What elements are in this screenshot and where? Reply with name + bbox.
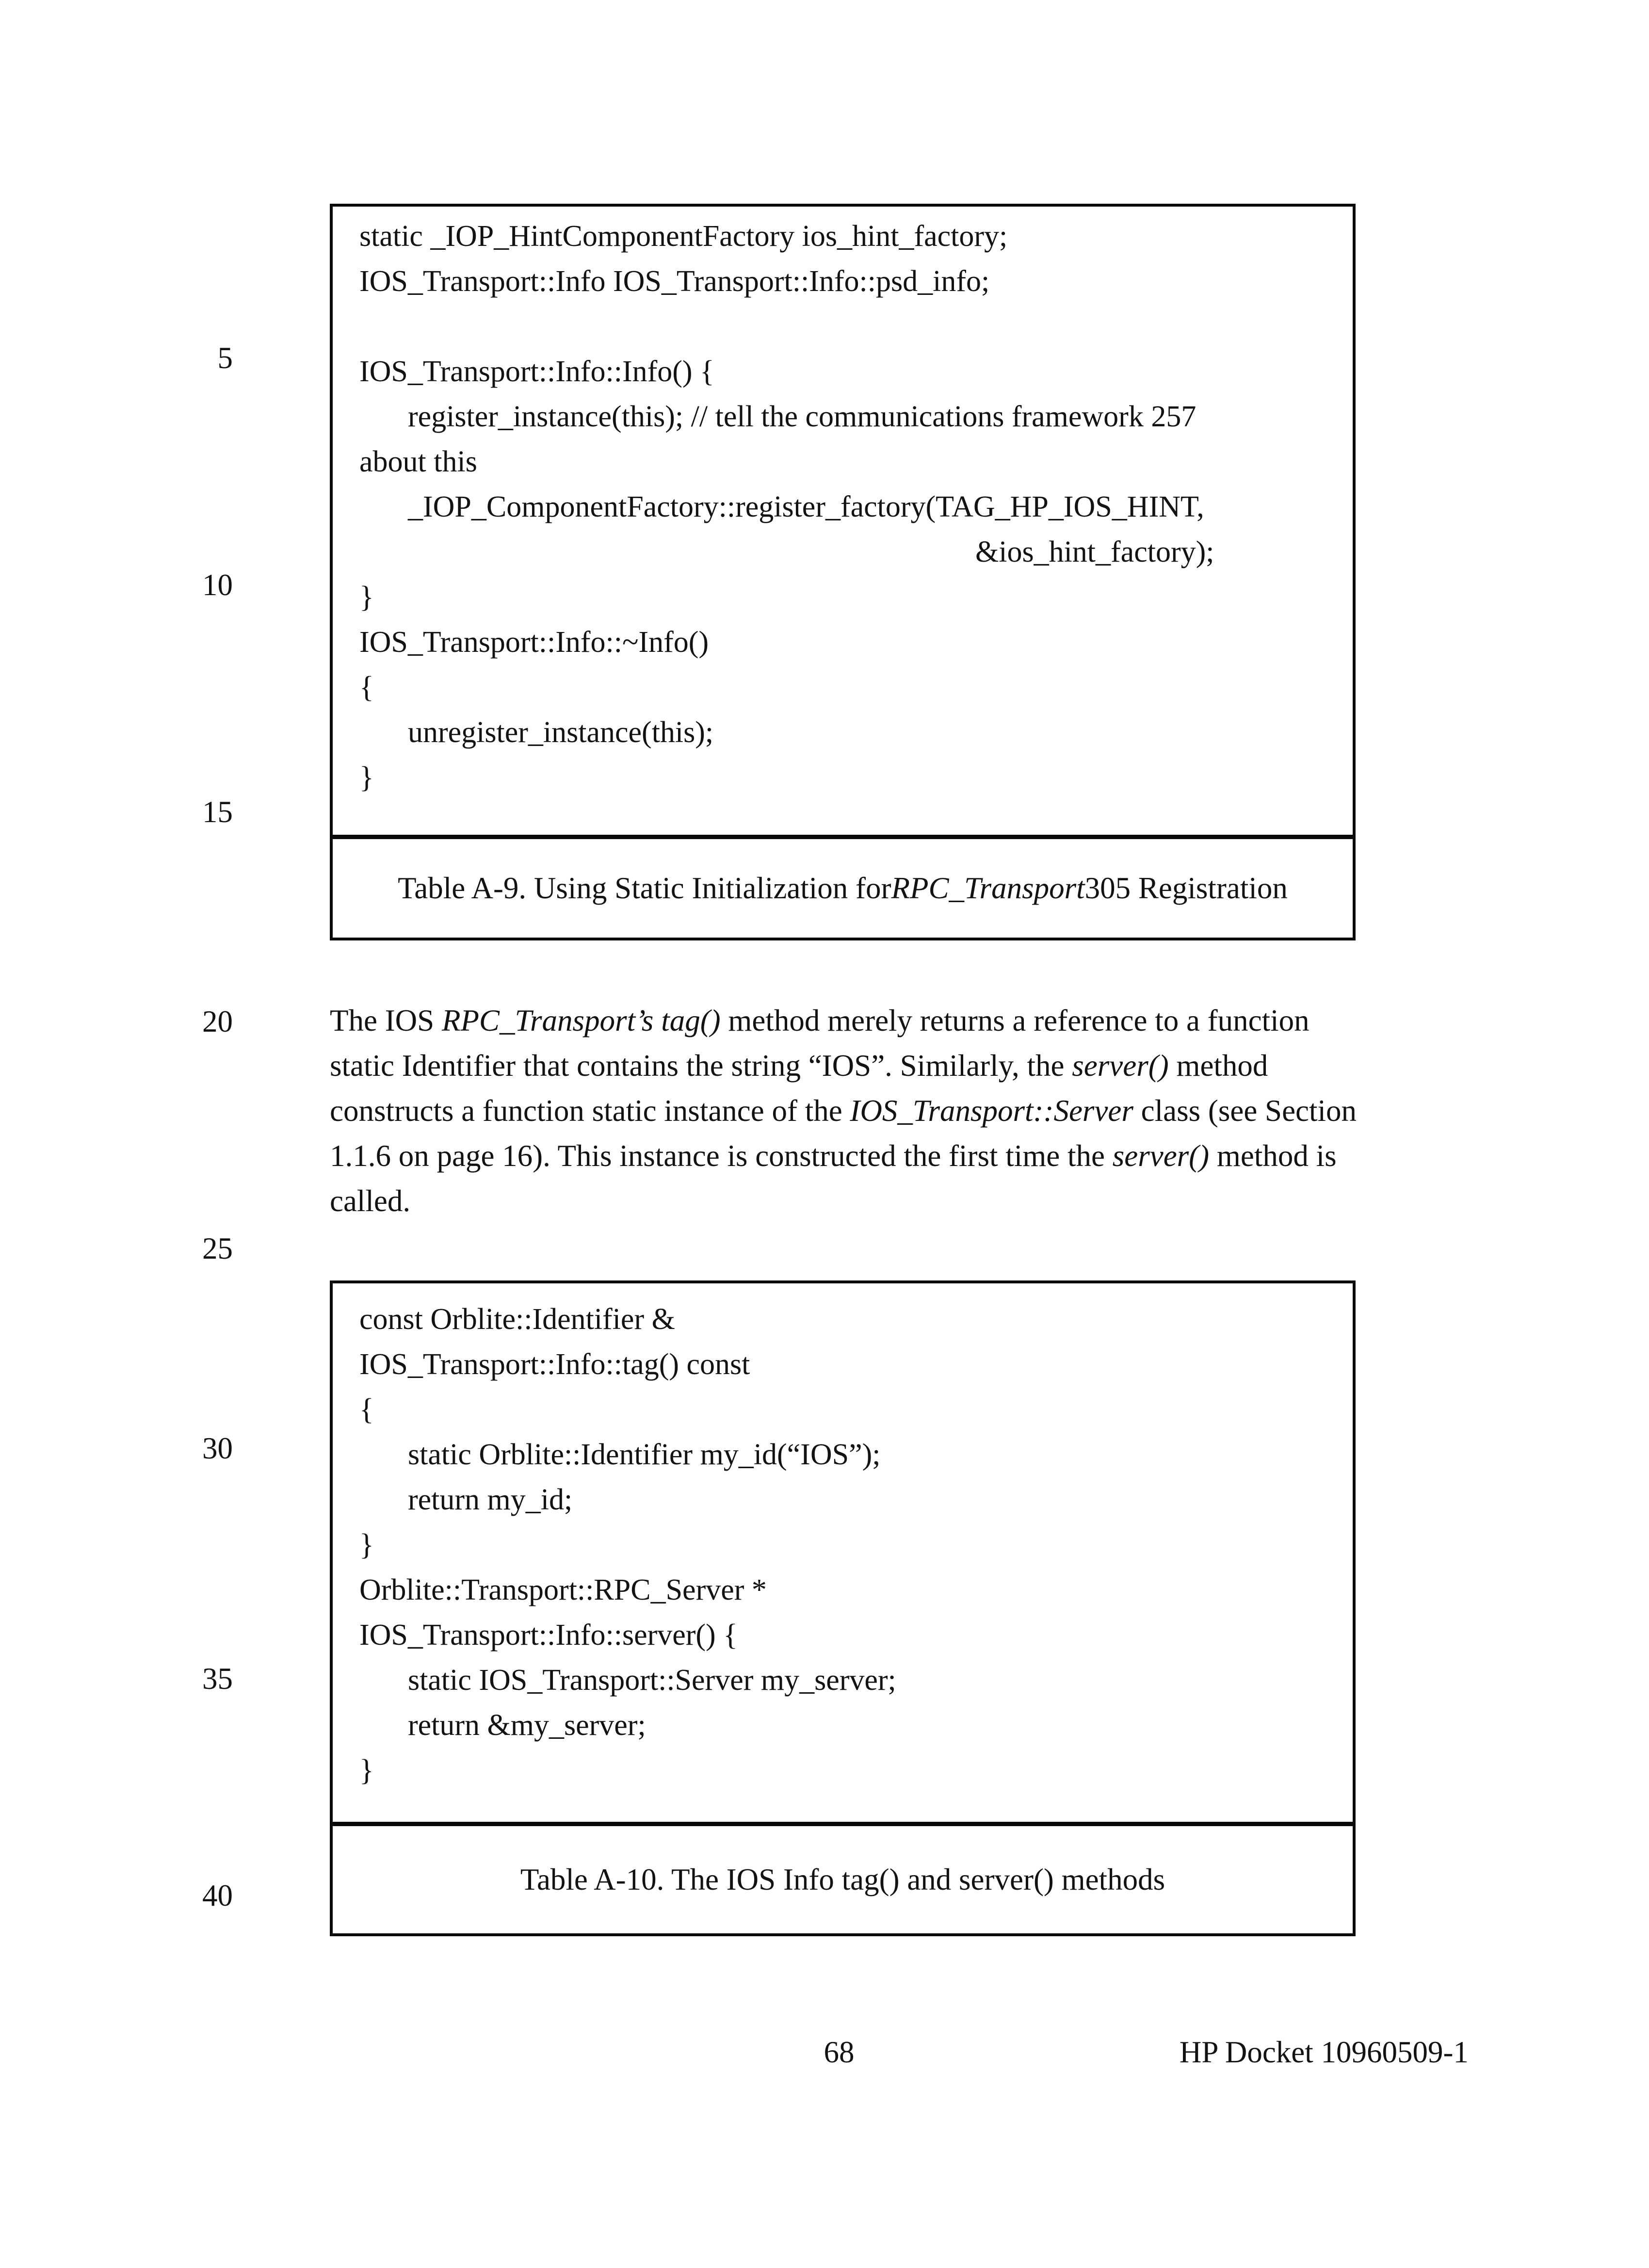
text-run: method is called. bbox=[330, 1139, 1337, 1218]
table-a10-code-listing bbox=[333, 1283, 1353, 1822]
text-run: Table A-9. Using Static Initialization for bbox=[398, 871, 891, 905]
code-line: _IOP_ComponentFactory::register_factory(TAG_HP_IOS_HINT, bbox=[408, 490, 1204, 523]
italic-text-run: RPC_Transport bbox=[891, 871, 1085, 905]
line-number-35: 35 bbox=[202, 1662, 233, 1696]
code-line: return my_id; bbox=[408, 1483, 573, 1516]
text-run: Table A-10. The IOS Info tag() and server() methods bbox=[520, 1863, 1165, 1896]
table-a9-caption bbox=[333, 835, 1353, 938]
text-run: class (see Section 1.1.6 on page 16). This instance is constructed the first time the bbox=[330, 1094, 1357, 1173]
body-paragraph bbox=[330, 998, 1365, 1224]
code-line: static IOS_Transport::Server my_server; bbox=[408, 1664, 896, 1697]
code-line: Orblite::Transport::RPC_Server * bbox=[359, 1573, 767, 1606]
line-number-30: 30 bbox=[202, 1431, 233, 1465]
text-run: method merely returns a reference to a function static Identifier that contains the string “IOS”. Similarly, the bbox=[330, 1004, 1310, 1083]
code-line: static _IOP_HintComponentFactory ios_hint_factory; bbox=[359, 220, 1008, 253]
text-run: method constructs a function static instance of the bbox=[330, 1049, 1268, 1128]
code-line: IOS_Transport::Info::server() { bbox=[359, 1619, 738, 1652]
line-number-15: 15 bbox=[202, 795, 233, 829]
code-line: register_instance(this); // tell the communications framework 257 bbox=[408, 400, 1196, 433]
line-number-25: 25 bbox=[202, 1231, 233, 1265]
code-line: static Orblite::Identifier my_id(“IOS”); bbox=[408, 1438, 881, 1471]
docket-number: HP Docket 10960509-1 bbox=[1179, 2035, 1469, 2069]
italic-text-run: RPC_Transport’s tag() bbox=[441, 1004, 721, 1037]
code-line: { bbox=[359, 671, 374, 704]
code-line: } bbox=[359, 761, 374, 794]
line-number-5: 5 bbox=[217, 341, 233, 375]
table-a9 bbox=[330, 204, 1356, 940]
code-line: } bbox=[359, 581, 374, 614]
code-line bbox=[359, 304, 1338, 349]
text-run: The IOS bbox=[330, 1004, 442, 1037]
line-number-10: 10 bbox=[202, 568, 233, 602]
table-a9-code-listing bbox=[333, 207, 1353, 835]
code-line: unregister_instance(this); bbox=[408, 716, 714, 749]
page-number: 68 bbox=[824, 2035, 855, 2069]
text-run: 305 Registration bbox=[1084, 871, 1288, 905]
line-number-40: 40 bbox=[202, 1879, 233, 1912]
code-line: IOS_Transport::Info::Info() { bbox=[359, 355, 714, 388]
code-line: IOS_Transport::Info::~Info() bbox=[359, 626, 709, 659]
code-line: about this bbox=[359, 445, 477, 478]
code-line: IOS_Transport::Info IOS_Transport::Info::psd_info; bbox=[359, 265, 990, 298]
italic-text-run: server() bbox=[1072, 1049, 1169, 1083]
line-number-20: 20 bbox=[202, 1004, 233, 1038]
table-a10 bbox=[330, 1280, 1356, 1936]
code-line: const Orblite::Identifier & bbox=[359, 1303, 675, 1336]
code-line: { bbox=[359, 1393, 374, 1426]
code-line: } bbox=[359, 1528, 374, 1561]
code-line: return &my_server; bbox=[408, 1709, 646, 1742]
code-line: IOS_Transport::Info::tag() const bbox=[359, 1348, 750, 1381]
italic-text-run: IOS_Transport::Server bbox=[850, 1094, 1133, 1128]
code-line: } bbox=[359, 1754, 374, 1787]
code-line: &ios_hint_factory); bbox=[975, 535, 1214, 568]
italic-text-run: server() bbox=[1112, 1139, 1210, 1173]
table-a10-caption bbox=[333, 1822, 1353, 1933]
